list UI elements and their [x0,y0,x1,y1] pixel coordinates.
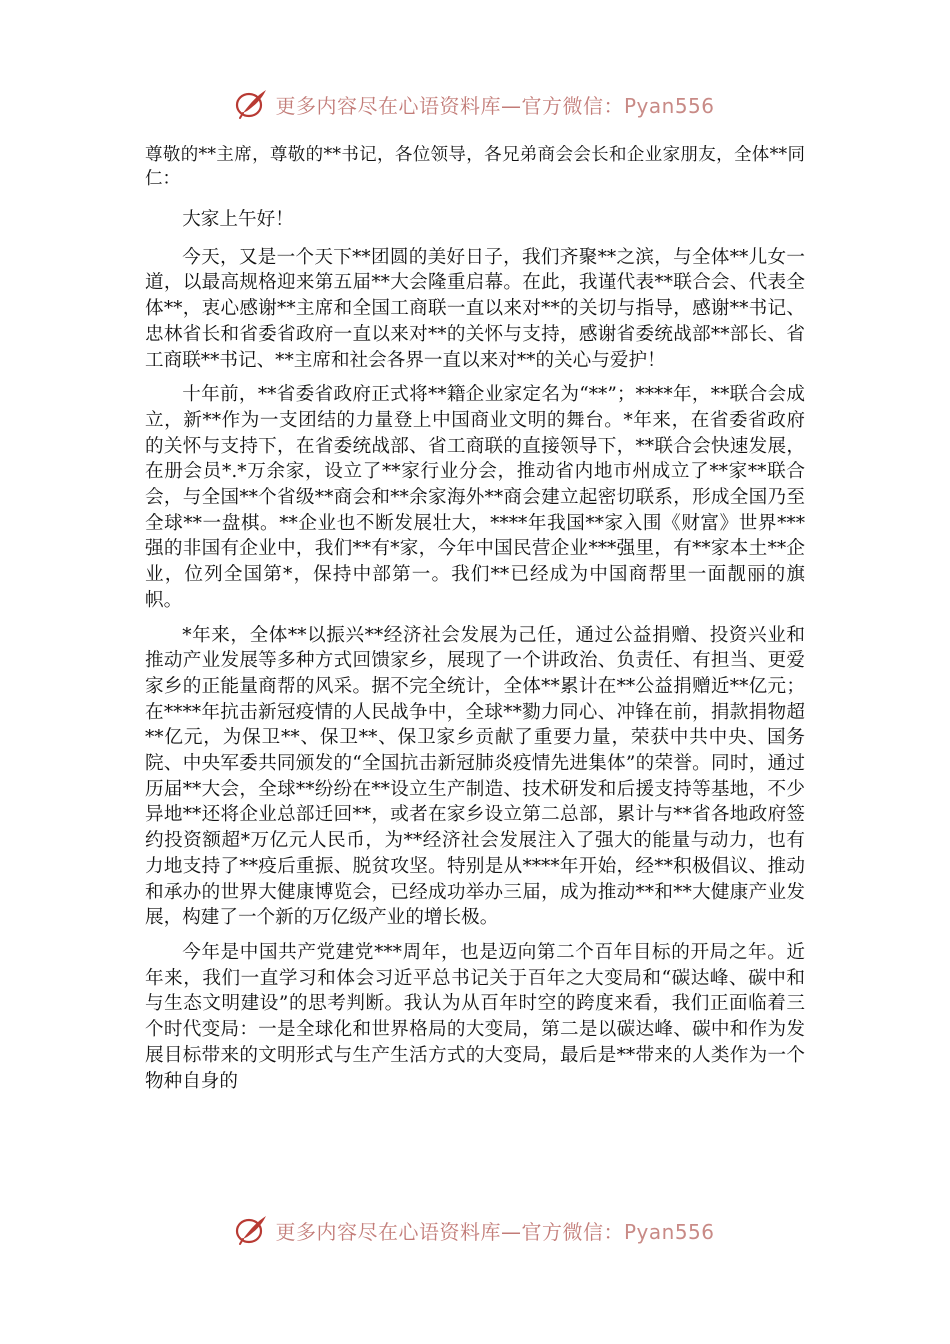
paragraph: *年来，全体**以振兴**经济社会发展为己任，通过公益捐赠、投资兴业和推动产业发展等多种方式回馈家乡，展现了一个讲政治、负责任、有担当、更爱家乡的正能量商帮的风采。据不完全统计，全体**累计在**公益捐赠近**亿元；在****年抗击新冠疫情的人民战争中，全球**勠力同心、冲锋在前，捐款捐物超**亿元，为保卫**、保卫**、保卫家乡贡献了重要力量，荣获中共中央、国务院、中央军委共同颁发的“全国抗击新冠肺炎疫情先进集体”的荣誉。同时，通过历届**大会，全球**纷纷在**设立生产制造、技术研发和后援支持等基地，不少异地**还将企业总部迁回**，或者在家乡设立第二总部，累计与**省各地政府签约投资额超*万亿元人民币，为**经济社会发展注入了强大的能量与动力，也有力地支持了**疫后重振、脱贫攻坚。特别是从****年开始，经**积极倡议、推动和承办的世界大健康博览会，已经成功举办三届，成为推动**和**大健康产业发展，构建了一个新的万亿级产业的增长极。 [145,624,805,929]
paragraph: 十年前，**省委省政府正式将**籍企业家定名为“**”；****年，**联合会成立，新**作为一支团结的力量登上中国商业文明的舞台。*年来，在省委省政府的关怀与支持下，在省委统战部、省工商联的直接领导下，**联合会快速发展，在册会员*.*万余家，设立了**家行业分会，推动省内地市州成立了**家**联合会，与全国**个省级**商会和**余家海外**商会建立起密切联系，形成全国乃至全球**一盘棋。**企业也不断发展壮大，****年我国**家入围《财富》世界***强的非国有企业中，我们**有*家，今年中国民营企业***强里，有**家本土**企业，位列全国第*，保持中部第一。我们**已经成为中国商帮里一面靓丽的旗帜。 [145,384,805,611]
salutation: 尊敬的**主席，尊敬的**书记，各位领导，各兄弟商会会长和企业家朋友，全体**同仁： [145,145,805,189]
watermark-header [0,84,950,124]
quill-logo-icon [235,1213,269,1247]
watermark-footer [0,1210,950,1250]
watermark-label: 更多内容尽在心语资料库—官方微信： [275,1219,624,1244]
watermark-content [235,87,714,121]
watermark-text [275,1216,714,1245]
watermark-id: Pyan556 [623,93,715,118]
paragraph: 今年是中国共产党建党***周年，也是迈向第二个百年目标的开局之年。近年来，我们一直学习和体会习近平总书记关于百年之大变局和“碳达峰、碳中和与生态文明建设”的思考判断。我认为从百年时空的跨度来看，我们正面临着三个时代变局：一是全球化和世界格局的大变局，第二是以碳达峰、碳中和作为发展目标带来的文明形式与生产生活方式的大变局，最后是**带来的人类作为一个物种自身的 [145,941,805,1092]
watermark-label: 更多内容尽在心语资料库—官方微信： [275,93,624,118]
document-body [145,143,805,1103]
paragraph: 今天，又是一个天下**团圆的美好日子，我们齐聚**之滨，与全体**儿女一道，以最高规格迎来第五届**大会隆重启幕。在此，我谨代表**联合会、代表全体**，衷心感谢**主席和全国工商联一直以来对**的关切与指导，感谢**书记、忠林省长和省委省政府一直以来对**的关怀与支持，感谢省委统战部**部长、省工商联**书记、**主席和社会各界一直以来对**的关心与爱护！ [145,246,805,371]
watermark-content [235,1213,714,1247]
paragraph-greeting: 大家上午好！ [182,209,294,230]
watermark-text [275,90,714,119]
watermark-id: Pyan556 [623,1219,715,1244]
quill-logo-icon [235,87,269,121]
